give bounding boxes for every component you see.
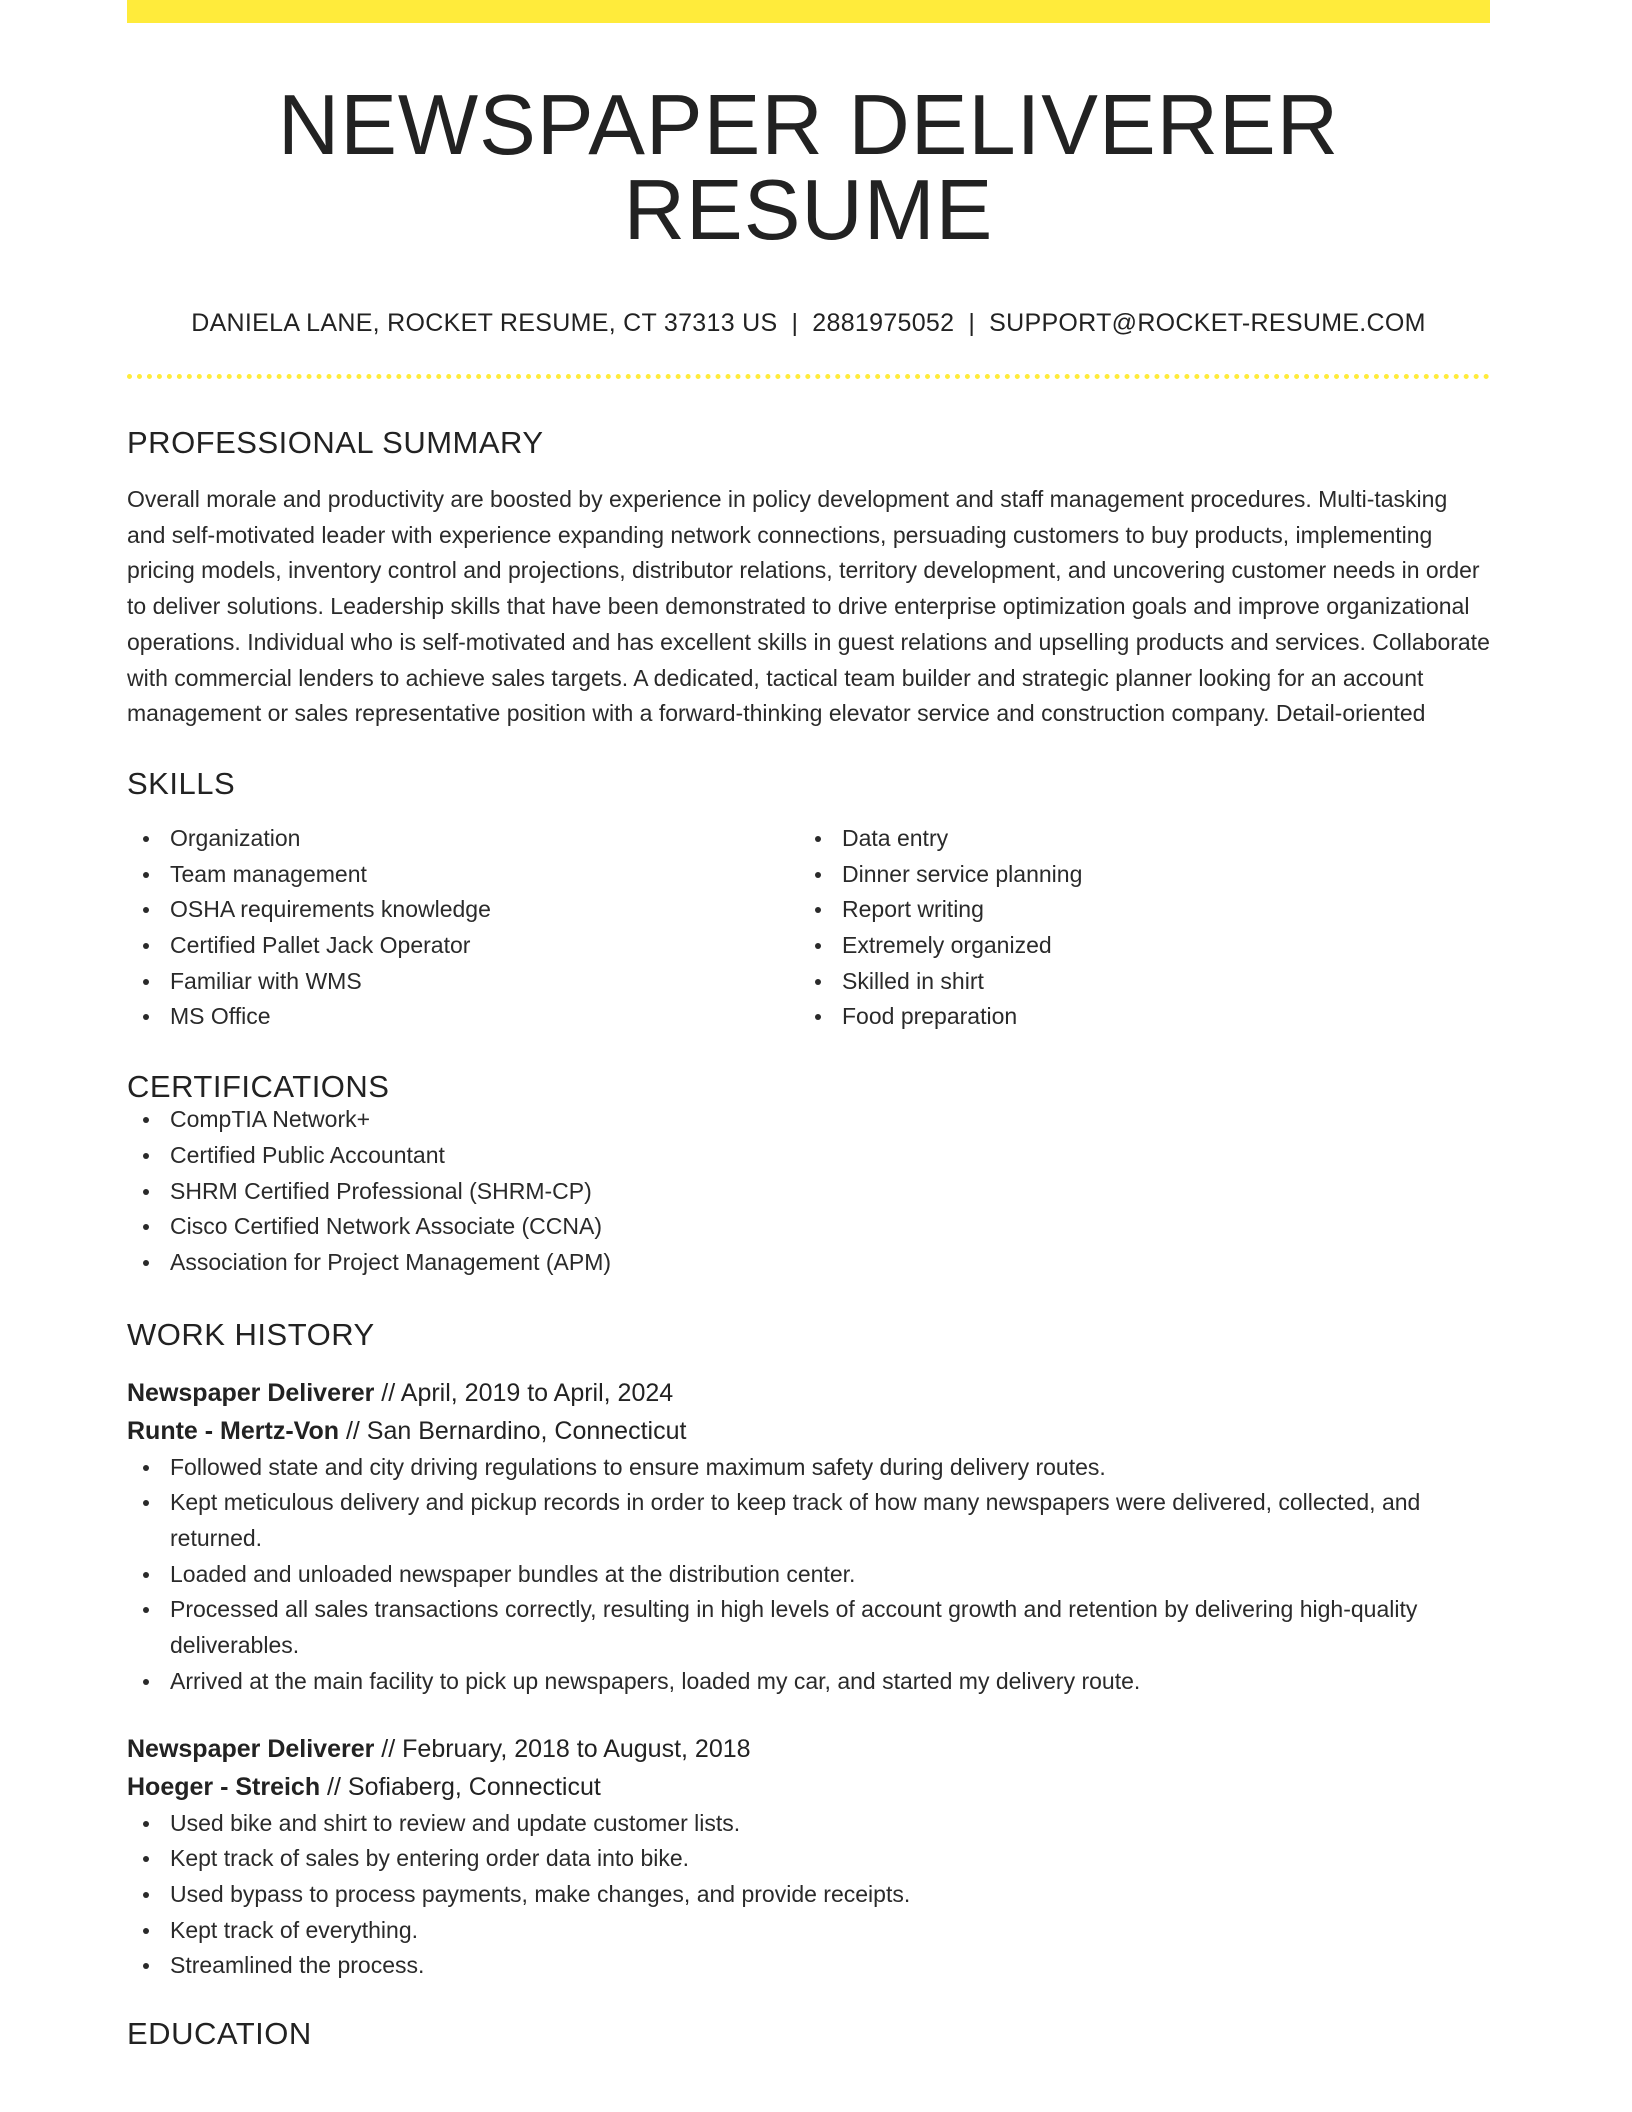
job-bullet-list: [127, 1450, 1490, 1700]
job-title: Newspaper Deliverer: [127, 1378, 375, 1407]
skill-item: Food preparation: [799, 999, 1471, 1035]
job-bullet: Used bike and shirt to review and update customer lists.: [127, 1806, 1490, 1842]
job-bullet: Kept track of sales by entering order data into bike.: [127, 1841, 1490, 1877]
job-entry: [127, 1730, 1490, 1985]
certifications-list: [127, 1102, 1490, 1281]
skill-item: Certified Pallet Jack Operator: [127, 928, 799, 964]
skill-item: Report writing: [799, 892, 1471, 928]
skills-heading: SKILLS: [127, 765, 236, 801]
certification-item: Cisco Certified Network Associate (CCNA): [127, 1209, 1490, 1245]
job-bullet: Followed state and city driving regulations to ensure maximum safety during delivery routes.: [127, 1450, 1490, 1486]
job-entry: [127, 1374, 1490, 1700]
contact-separator: |: [968, 309, 976, 337]
skills-right-list: [799, 821, 1471, 1035]
skill-item: Team management: [127, 857, 799, 893]
job-title-line: [127, 1374, 1490, 1412]
certifications-heading: CERTIFICATIONS: [127, 1069, 390, 1105]
job-bullet: Streamlined the process.: [127, 1948, 1490, 1984]
job-bullet: Used bypass to process payments, make changes, and provide receipts.: [127, 1877, 1490, 1913]
work-history-heading: WORK HISTORY: [127, 1316, 375, 1352]
job-title: Newspaper Deliverer: [127, 1734, 375, 1763]
dotted-divider: [127, 374, 1490, 379]
skill-item: MS Office: [127, 999, 799, 1035]
certification-item: Certified Public Accountant: [127, 1138, 1490, 1174]
summary-heading: PROFESSIONAL SUMMARY: [127, 425, 544, 460]
skill-item: Extremely organized: [799, 928, 1471, 964]
certification-item: CompTIA Network+: [127, 1102, 1490, 1138]
skill-item: Skilled in shirt: [799, 964, 1471, 1000]
skill-item: Familiar with WMS: [127, 964, 799, 1000]
job-company-line: [127, 1412, 1490, 1450]
job-bullet: Arrived at the main facility to pick up newspapers, loaded my car, and started my delivery route.: [127, 1664, 1490, 1700]
job-company-line: [127, 1768, 1490, 1806]
skill-item: Data entry: [799, 821, 1471, 857]
resume-title: NEWSPAPER DELIVERER RESUME: [277, 78, 1340, 258]
contact-phone: 2881975052: [812, 309, 955, 337]
skill-item: Dinner service planning: [799, 857, 1471, 893]
certification-item: Association for Project Management (APM): [127, 1245, 1490, 1281]
job-title-line: [127, 1730, 1490, 1768]
skills-left-list: [127, 821, 799, 1035]
contact-address: DANIELA LANE, ROCKET RESUME, CT 37313 US: [191, 309, 778, 337]
contact-line: [127, 311, 1490, 336]
skill-item: Organization: [127, 821, 799, 857]
contact-email: SUPPORT@ROCKET-RESUME.COM: [989, 309, 1426, 337]
job-location: // Sofiaberg, Connecticut: [320, 1772, 601, 1801]
summary-text: Overall morale and productivity are boosted by experience in policy development and staff management procedures. Multi-tasking and self-motivated leader with experience expanding network connections, persuading customers to buy products, implementing pricing models, inventory control and projections, distributor relations, territory development, and uncovering customer needs in order to deliver solutions. Leadership skills that have been demonstrated to drive enterprise optimization goals and improve organizational operations. Individual who is self-motivated and has excellent skills in guest relations and upselling products and services. Collaborate with commercial lenders to achieve sales targets. A dedicated, tactical team builder and strategic planner looking for an account management or sales representative position with a forward-thinking elevator service and construction company. Detail-oriented: [127, 486, 1490, 727]
certification-item: SHRM Certified Professional (SHRM-CP): [127, 1174, 1490, 1210]
job-location: // San Bernardino, Connecticut: [339, 1416, 687, 1445]
resume-page: [127, 0, 1490, 2052]
job-bullet-list: [127, 1806, 1490, 1985]
job-bullet: Processed all sales transactions correctly, resulting in high levels of account growth and retention by delivering high-quality deliverables.: [127, 1592, 1490, 1663]
contact-separator: |: [791, 309, 799, 337]
job-company: Runte - Mertz-Von: [127, 1416, 340, 1445]
skill-item: OSHA requirements knowledge: [127, 892, 799, 928]
job-dates: // April, 2019 to April, 2024: [374, 1378, 674, 1407]
education-heading: EDUCATION: [127, 2016, 312, 2052]
job-bullet: Kept meticulous delivery and pickup records in order to keep track of how many newspapers were delivered, collected, and returned.: [127, 1485, 1490, 1556]
accent-top-bar: [127, 0, 1490, 23]
job-dates: // February, 2018 to August, 2018: [374, 1734, 751, 1763]
job-bullet: Loaded and unloaded newspaper bundles at the distribution center.: [127, 1557, 1490, 1593]
job-bullet: Kept track of everything.: [127, 1913, 1490, 1949]
job-company: Hoeger - Streich: [127, 1772, 321, 1801]
skills-columns: [127, 821, 1490, 1035]
